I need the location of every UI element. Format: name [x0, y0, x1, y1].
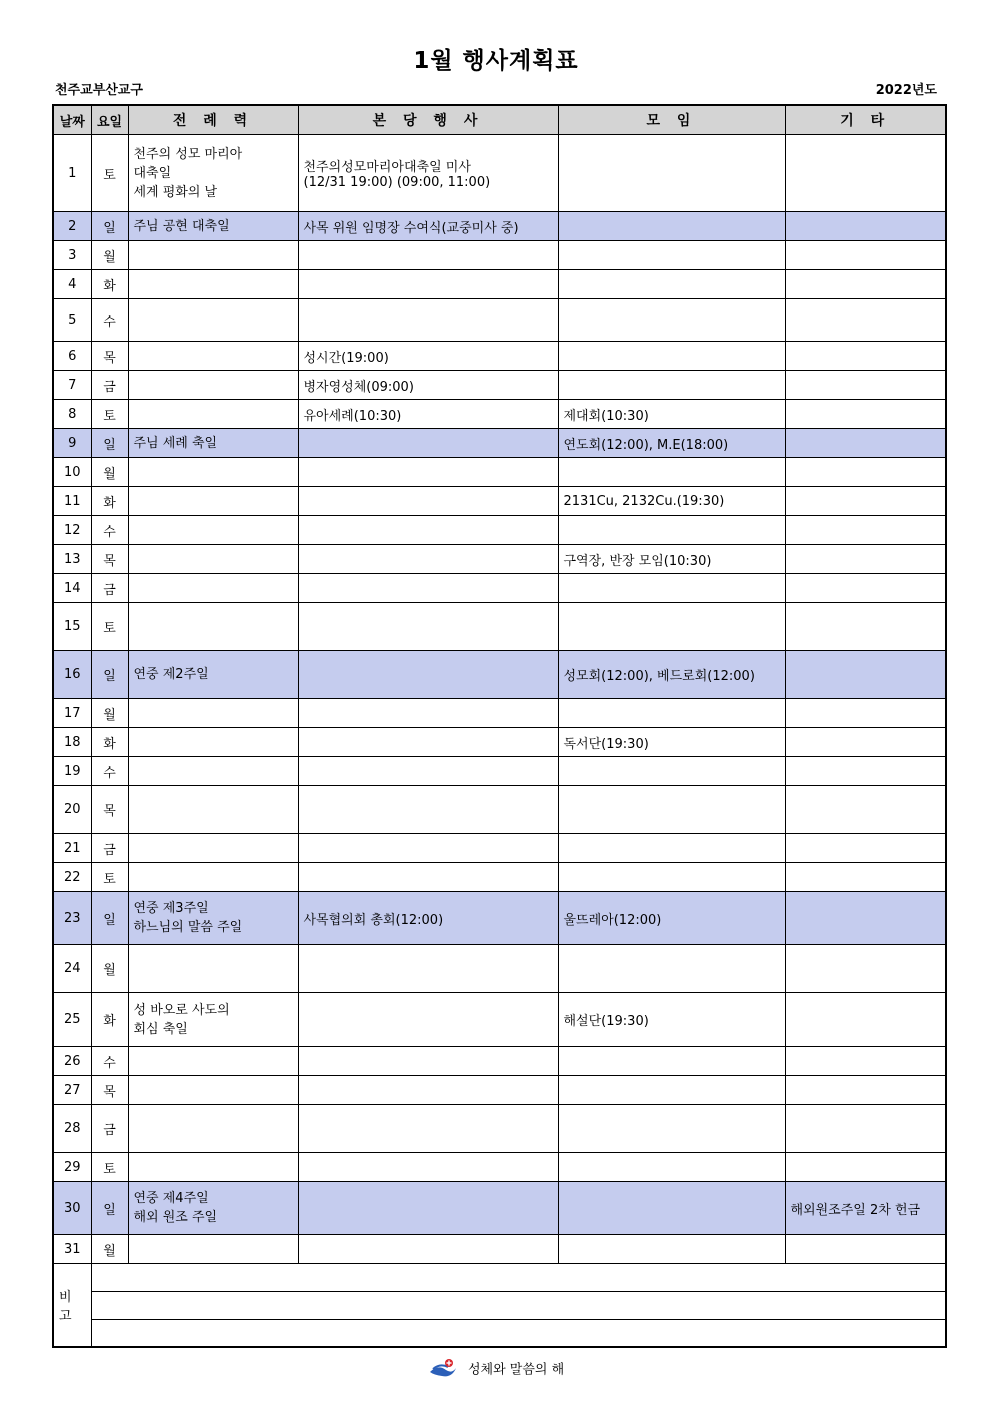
- row-parish-event-cell: [298, 728, 558, 757]
- table-row: [53, 757, 946, 786]
- row-weekday-cell: 목: [91, 1076, 128, 1105]
- row-parish-event-cell: [298, 945, 558, 993]
- row-meeting-cell: [558, 1076, 785, 1105]
- row-meeting-cell: [558, 241, 785, 270]
- row-weekday-cell: 월: [91, 1235, 128, 1264]
- row-liturgy-cell: 주님 공현 대축일: [128, 212, 298, 241]
- row-meeting-cell: [558, 299, 785, 342]
- column-header-parish-events: 본 당 행 사: [298, 105, 558, 135]
- row-parish-event-cell: 유아세례(10:30): [298, 400, 558, 429]
- organization-name: 천주교부산교구: [55, 83, 143, 98]
- row-meeting-cell: [558, 699, 785, 728]
- table-row: [53, 400, 946, 429]
- row-parish-event-cell: [298, 516, 558, 545]
- row-date-cell: 11: [53, 487, 91, 516]
- row-date-cell: 3: [53, 241, 91, 270]
- row-meeting-cell: [558, 757, 785, 786]
- notes-label: 비 고: [53, 1264, 91, 1347]
- row-weekday-cell: 금: [91, 371, 128, 400]
- row-weekday-cell: 토: [91, 863, 128, 892]
- row-parish-event-cell: [298, 574, 558, 603]
- row-date-cell: 13: [53, 545, 91, 574]
- row-parish-event-cell: [298, 834, 558, 863]
- row-date-cell: 25: [53, 993, 91, 1047]
- row-weekday-cell: 일: [91, 892, 128, 945]
- row-etc-cell: [785, 993, 946, 1047]
- row-parish-event-cell: [298, 429, 558, 458]
- notes-section: [53, 1264, 946, 1347]
- column-header-date: 날짜: [53, 105, 91, 135]
- row-date-cell: 28: [53, 1105, 91, 1153]
- row-meeting-cell: [558, 945, 785, 993]
- table-row: [53, 241, 946, 270]
- row-liturgy-cell: [128, 545, 298, 574]
- notes-line: [91, 1264, 946, 1292]
- row-weekday-cell: 월: [91, 458, 128, 487]
- table-header-row: [53, 105, 946, 135]
- table-row: [53, 1047, 946, 1076]
- row-meeting-cell: [558, 574, 785, 603]
- row-etc-cell: [785, 371, 946, 400]
- column-header-weekday: 요일: [91, 105, 128, 135]
- row-etc-cell: [785, 400, 946, 429]
- row-meeting-cell: [558, 1182, 785, 1235]
- table-row: [53, 1153, 946, 1182]
- row-weekday-cell: 수: [91, 757, 128, 786]
- table-row: [53, 728, 946, 757]
- table-row: [53, 834, 946, 863]
- table-row: [53, 212, 946, 241]
- row-liturgy-cell: [128, 342, 298, 371]
- row-etc-cell: [785, 786, 946, 834]
- row-etc-cell: [785, 1047, 946, 1076]
- row-liturgy-cell: [128, 574, 298, 603]
- row-parish-event-cell: [298, 863, 558, 892]
- footer-text: 성체와 말씀의 해: [467, 1362, 565, 1378]
- row-date-cell: 9: [53, 429, 91, 458]
- row-weekday-cell: 화: [91, 993, 128, 1047]
- row-weekday-cell: 일: [91, 429, 128, 458]
- row-liturgy-cell: [128, 945, 298, 993]
- row-date-cell: 10: [53, 458, 91, 487]
- row-date-cell: 1: [53, 135, 91, 212]
- row-etc-cell: [785, 342, 946, 371]
- row-liturgy-cell: [128, 371, 298, 400]
- row-meeting-cell: 울뜨레아(12:00): [558, 892, 785, 945]
- row-meeting-cell: 해설단(19:30): [558, 993, 785, 1047]
- table-row: [53, 1182, 946, 1235]
- row-parish-event-cell: [298, 1182, 558, 1235]
- row-parish-event-cell: [298, 241, 558, 270]
- row-weekday-cell: 수: [91, 299, 128, 342]
- row-parish-event-cell: [298, 651, 558, 699]
- table-row: [53, 993, 946, 1047]
- row-liturgy-cell: [128, 299, 298, 342]
- notes-line: [91, 1292, 946, 1320]
- row-etc-cell: [785, 651, 946, 699]
- table-row: [53, 699, 946, 728]
- row-date-cell: 24: [53, 945, 91, 993]
- row-parish-event-cell: [298, 458, 558, 487]
- row-weekday-cell: 화: [91, 270, 128, 299]
- row-date-cell: 19: [53, 757, 91, 786]
- row-etc-cell: [785, 699, 946, 728]
- row-weekday-cell: 금: [91, 834, 128, 863]
- row-parish-event-cell: [298, 545, 558, 574]
- row-liturgy-cell: [128, 1235, 298, 1264]
- row-date-cell: 7: [53, 371, 91, 400]
- table-row: [53, 945, 946, 993]
- row-etc-cell: [785, 487, 946, 516]
- row-date-cell: 22: [53, 863, 91, 892]
- row-date-cell: 23: [53, 892, 91, 945]
- row-etc-cell: [785, 574, 946, 603]
- table-row: [53, 371, 946, 400]
- row-parish-event-cell: [298, 757, 558, 786]
- row-parish-event-cell: [298, 1076, 558, 1105]
- table-row: [53, 892, 946, 945]
- row-liturgy-cell: [128, 516, 298, 545]
- table-row: [53, 574, 946, 603]
- row-date-cell: 29: [53, 1153, 91, 1182]
- row-liturgy-cell: [128, 757, 298, 786]
- row-liturgy-cell: [128, 834, 298, 863]
- row-parish-event-cell: 사목 위원 임명장 수여식(교중미사 중): [298, 212, 558, 241]
- row-etc-cell: [785, 429, 946, 458]
- row-liturgy-cell: 성 바오로 사도의 회심 축일: [128, 993, 298, 1047]
- row-parish-event-cell: 천주의성모마리아대축일 미사 (12/31 19:00) (09:00, 11:00): [298, 135, 558, 212]
- row-meeting-cell: [558, 1105, 785, 1153]
- row-etc-cell: [785, 545, 946, 574]
- row-meeting-cell: 2131Cu, 2132Cu.(19:30): [558, 487, 785, 516]
- row-date-cell: 6: [53, 342, 91, 371]
- row-liturgy-cell: [128, 241, 298, 270]
- table-row: [53, 1076, 946, 1105]
- row-etc-cell: [785, 757, 946, 786]
- row-meeting-cell: [558, 1047, 785, 1076]
- row-parish-event-cell: [298, 299, 558, 342]
- row-liturgy-cell: [128, 728, 298, 757]
- schedule-rows: [53, 135, 946, 1264]
- table-row: [53, 651, 946, 699]
- row-meeting-cell: [558, 212, 785, 241]
- row-weekday-cell: 토: [91, 135, 128, 212]
- row-parish-event-cell: [298, 786, 558, 834]
- row-etc-cell: [785, 458, 946, 487]
- table-row: [53, 299, 946, 342]
- row-parish-event-cell: [298, 1153, 558, 1182]
- row-meeting-cell: [558, 270, 785, 299]
- row-date-cell: 14: [53, 574, 91, 603]
- row-parish-event-cell: [298, 993, 558, 1047]
- row-parish-event-cell: [298, 487, 558, 516]
- row-meeting-cell: 연도회(12:00), M.E(18:00): [558, 429, 785, 458]
- row-date-cell: 20: [53, 786, 91, 834]
- row-weekday-cell: 일: [91, 212, 128, 241]
- row-weekday-cell: 화: [91, 487, 128, 516]
- row-liturgy-cell: 연중 제3주일 하느님의 말씀 주일: [128, 892, 298, 945]
- row-date-cell: 18: [53, 728, 91, 757]
- row-date-cell: 4: [53, 270, 91, 299]
- row-date-cell: 26: [53, 1047, 91, 1076]
- row-etc-cell: [785, 135, 946, 212]
- row-parish-event-cell: [298, 603, 558, 651]
- row-liturgy-cell: 주님 세례 축일: [128, 429, 298, 458]
- table-row: [53, 135, 946, 212]
- row-meeting-cell: [558, 1153, 785, 1182]
- row-liturgy-cell: [128, 699, 298, 728]
- row-etc-cell: [785, 212, 946, 241]
- row-meeting-cell: [558, 458, 785, 487]
- row-meeting-cell: [558, 863, 785, 892]
- row-liturgy-cell: 연중 제4주일 해외 원조 주일: [128, 1182, 298, 1235]
- row-liturgy-cell: 연중 제2주일: [128, 651, 298, 699]
- row-etc-cell: [785, 603, 946, 651]
- row-etc-cell: [785, 1235, 946, 1264]
- table-row: [53, 1105, 946, 1153]
- row-meeting-cell: 구역장, 반장 모임(10:30): [558, 545, 785, 574]
- row-etc-cell: [785, 728, 946, 757]
- row-weekday-cell: 목: [91, 545, 128, 574]
- row-weekday-cell: 목: [91, 786, 128, 834]
- row-liturgy-cell: [128, 487, 298, 516]
- row-weekday-cell: 수: [91, 1047, 128, 1076]
- row-date-cell: 8: [53, 400, 91, 429]
- table-row: [53, 342, 946, 371]
- row-meeting-cell: 성모회(12:00), 베드로회(12:00): [558, 651, 785, 699]
- row-liturgy-cell: [128, 603, 298, 651]
- row-weekday-cell: 목: [91, 342, 128, 371]
- row-weekday-cell: 금: [91, 574, 128, 603]
- row-date-cell: 5: [53, 299, 91, 342]
- row-weekday-cell: 일: [91, 1182, 128, 1235]
- row-date-cell: 21: [53, 834, 91, 863]
- row-etc-cell: [785, 863, 946, 892]
- row-date-cell: 15: [53, 603, 91, 651]
- row-weekday-cell: 토: [91, 603, 128, 651]
- row-date-cell: 2: [53, 212, 91, 241]
- row-parish-event-cell: [298, 1047, 558, 1076]
- row-weekday-cell: 수: [91, 516, 128, 545]
- row-weekday-cell: 화: [91, 728, 128, 757]
- row-parish-event-cell: 성시간(19:00): [298, 342, 558, 371]
- row-etc-cell: [785, 1105, 946, 1153]
- row-date-cell: 30: [53, 1182, 91, 1235]
- table-row: [53, 458, 946, 487]
- table-row: [53, 1235, 946, 1264]
- row-date-cell: 12: [53, 516, 91, 545]
- row-liturgy-cell: [128, 863, 298, 892]
- row-meeting-cell: [558, 342, 785, 371]
- row-parish-event-cell: 병자영성체(09:00): [298, 371, 558, 400]
- row-liturgy-cell: [128, 458, 298, 487]
- table-row: [53, 545, 946, 574]
- row-liturgy-cell: [128, 786, 298, 834]
- table-row: [53, 516, 946, 545]
- row-etc-cell: 해외원조주일 2차 헌금: [785, 1182, 946, 1235]
- row-etc-cell: [785, 241, 946, 270]
- row-date-cell: 16: [53, 651, 91, 699]
- row-etc-cell: [785, 1076, 946, 1105]
- row-meeting-cell: [558, 371, 785, 400]
- row-meeting-cell: [558, 786, 785, 834]
- row-etc-cell: [785, 834, 946, 863]
- row-date-cell: 27: [53, 1076, 91, 1105]
- row-etc-cell: [785, 270, 946, 299]
- row-weekday-cell: 월: [91, 945, 128, 993]
- table-row: [53, 603, 946, 651]
- table-row: [53, 487, 946, 516]
- row-weekday-cell: 일: [91, 651, 128, 699]
- row-parish-event-cell: [298, 1105, 558, 1153]
- row-meeting-cell: [558, 135, 785, 212]
- column-header-meetings: 모 임: [558, 105, 785, 135]
- row-liturgy-cell: [128, 1105, 298, 1153]
- event-schedule-table: [52, 104, 947, 1348]
- table-row: [53, 270, 946, 299]
- row-liturgy-cell: [128, 1047, 298, 1076]
- row-liturgy-cell: [128, 1076, 298, 1105]
- column-header-liturgy: 전 례 력: [128, 105, 298, 135]
- row-date-cell: 17: [53, 699, 91, 728]
- row-etc-cell: [785, 299, 946, 342]
- notes-line: [91, 1320, 946, 1347]
- row-liturgy-cell: [128, 270, 298, 299]
- footer: [0, 1358, 992, 1382]
- row-meeting-cell: 독서단(19:30): [558, 728, 785, 757]
- row-parish-event-cell: 사목협의회 총회(12:00): [298, 892, 558, 945]
- table-row: [53, 863, 946, 892]
- row-meeting-cell: [558, 516, 785, 545]
- diocese-logo-icon: [428, 1358, 458, 1382]
- row-etc-cell: [785, 516, 946, 545]
- row-meeting-cell: [558, 603, 785, 651]
- row-etc-cell: [785, 945, 946, 993]
- row-weekday-cell: 토: [91, 400, 128, 429]
- row-meeting-cell: 제대회(10:30): [558, 400, 785, 429]
- page-title: 1월 행사계획표: [413, 48, 579, 74]
- row-weekday-cell: 월: [91, 241, 128, 270]
- row-weekday-cell: 금: [91, 1105, 128, 1153]
- row-meeting-cell: [558, 1235, 785, 1264]
- table-row: [53, 429, 946, 458]
- row-meeting-cell: [558, 834, 785, 863]
- row-liturgy-cell: [128, 400, 298, 429]
- row-date-cell: 31: [53, 1235, 91, 1264]
- table-row: [53, 786, 946, 834]
- row-parish-event-cell: [298, 270, 558, 299]
- row-weekday-cell: 토: [91, 1153, 128, 1182]
- row-liturgy-cell: [128, 1153, 298, 1182]
- row-etc-cell: [785, 892, 946, 945]
- row-liturgy-cell: 천주의 성모 마리아 대축일 세계 평화의 날: [128, 135, 298, 212]
- row-parish-event-cell: [298, 1235, 558, 1264]
- row-weekday-cell: 월: [91, 699, 128, 728]
- column-header-etc: 기 타: [785, 105, 946, 135]
- year-label: 2022년도: [875, 83, 937, 98]
- row-etc-cell: [785, 1153, 946, 1182]
- row-parish-event-cell: [298, 699, 558, 728]
